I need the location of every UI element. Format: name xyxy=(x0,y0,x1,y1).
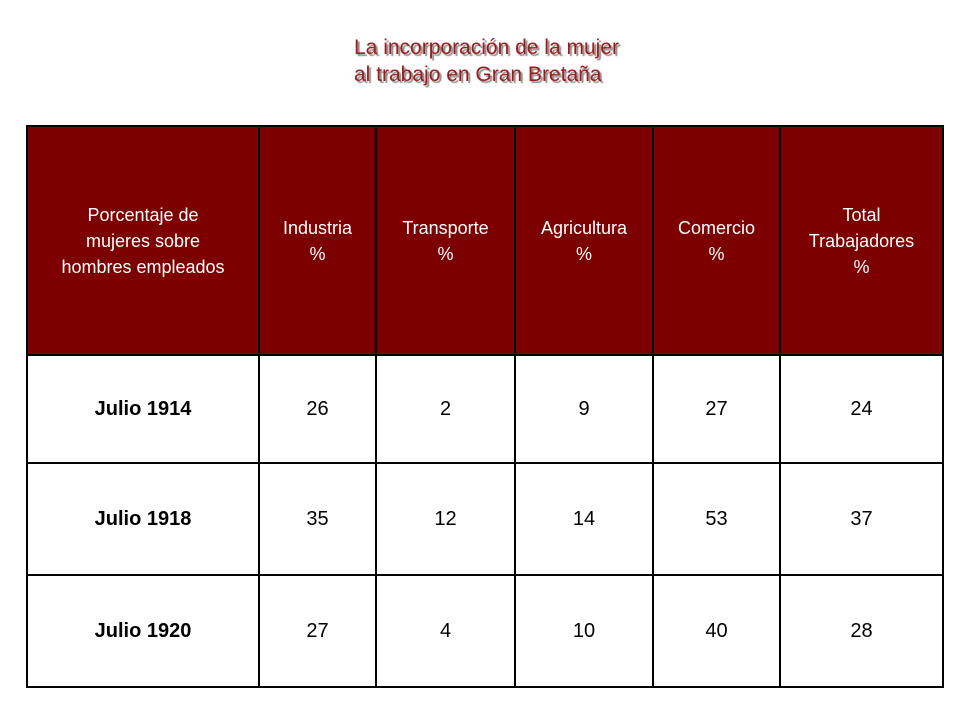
table-cell: 4 xyxy=(376,575,515,687)
table-cell: 53 xyxy=(653,463,780,575)
row-label: Julio 1914 xyxy=(27,355,259,463)
row-label: Julio 1920 xyxy=(27,575,259,687)
header-cell-transporte: Transporte % xyxy=(376,126,515,355)
employment-table xyxy=(26,125,944,688)
table-cell: 26 xyxy=(259,355,376,463)
table-cell: 28 xyxy=(780,575,943,687)
table-cell: 2 xyxy=(376,355,515,463)
header-cell-agricultura: Agricultura % xyxy=(515,126,653,355)
table-cell: 27 xyxy=(259,575,376,687)
title-line-2: al trabajo en Gran Bretaña xyxy=(354,63,602,86)
table-cell: 27 xyxy=(653,355,780,463)
header-cell-description: Porcentaje de mujeres sobre hombres empleados xyxy=(27,126,259,355)
table-cell: 10 xyxy=(515,575,653,687)
table-row xyxy=(27,575,943,687)
table-cell: 37 xyxy=(780,463,943,575)
table-cell: 14 xyxy=(515,463,653,575)
table-header-row xyxy=(27,126,943,355)
row-label: Julio 1918 xyxy=(27,463,259,575)
table-cell: 12 xyxy=(376,463,515,575)
header-cell-total: Total Trabajadores % xyxy=(780,126,943,355)
title-line-1: La incorporación de la mujer xyxy=(354,36,619,59)
header-cell-comercio: Comercio % xyxy=(653,126,780,355)
table-row xyxy=(27,463,943,575)
table-cell: 40 xyxy=(653,575,780,687)
table-cell: 35 xyxy=(259,463,376,575)
table-cell: 9 xyxy=(515,355,653,463)
table-cell: 24 xyxy=(780,355,943,463)
table-row xyxy=(27,355,943,463)
page-title xyxy=(354,34,774,88)
header-cell-industria: Industria % xyxy=(259,126,376,355)
